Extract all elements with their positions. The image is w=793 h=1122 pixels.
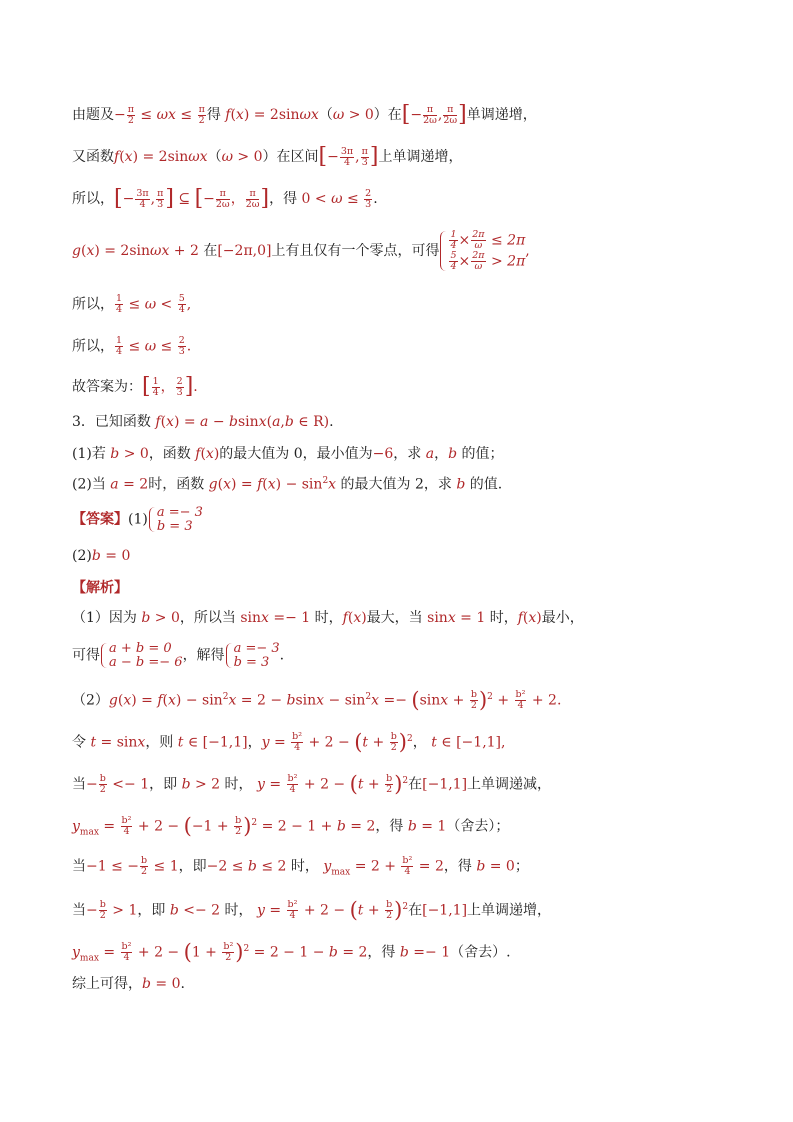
text-line-4: g(x) = 2sinωx + 2 在[−2π,0]上有且仅有一个零点，可得 $\frac{1}{4}$ × $\frac{2\pi}{\omega}$ ≤ 2π $\frac{5}{4}$ × $\frac{2\pi}{\omega}$ > 2π , xyxy=(72,229,530,272)
solution-line-6: $y_{max}$ = $\frac{\text{b²}}{4}$ + 2 − (−1 + $\frac{b}{2}$ )$^2$ = 2 − 1 + b = 2，得 b = 1（舍去）； xyxy=(72,814,510,838)
fraction: $\frac{\pi}{2}$ xyxy=(198,103,205,126)
text: ； xyxy=(514,858,529,875)
text: 所以， xyxy=(72,191,114,207)
question-number: 3． xyxy=(72,414,95,430)
fraction: $\frac{\pi}{2}$ xyxy=(127,103,134,126)
text: 当 xyxy=(72,858,86,875)
text: 又函数 xyxy=(72,149,114,165)
text: ， xyxy=(247,734,262,751)
text: ，得 xyxy=(443,858,472,875)
text: （舍去）. xyxy=(450,944,511,961)
text: ， xyxy=(434,446,449,462)
text: ，即 xyxy=(178,858,207,875)
fraction: $\frac{\pi}{2\omega}$ xyxy=(423,103,437,126)
text: 在 xyxy=(387,107,402,123)
text: 时， xyxy=(314,610,343,626)
solution-line-4: 令 t = sinx，则 t ∈ [−1,1]，y = $\frac{\text{b²}}{4}$ + 2 − (t + $\frac{b}{2}$ )$^2$， t ∈ [−1,1], xyxy=(72,730,506,754)
text: 综上可得， xyxy=(72,976,142,992)
solution-line-3: $(2)g(x) = f(x) - \sin^2x = 2 - bsinx - \sin^2x =- (\sin x$ + $\frac{b}{2}$ )$^2$ + $\frac{\text{b²}}{4}$ + 2. xyxy=(72,688,562,712)
text: 的值. xyxy=(469,476,503,493)
fraction: $\frac{\pi}{2\omega}$ xyxy=(215,187,230,210)
text: . xyxy=(373,191,378,207)
text: ，则 xyxy=(145,734,174,751)
fraction: $\frac{2}{3}$ xyxy=(365,187,372,210)
text: 当 xyxy=(72,902,86,919)
solution-line-5: 当− $\frac{b}{2}$ <− 1，即 b > 2 时， y = $\frac{\text{b²}}{4}$ + 2 − (t + $\frac{b}{2}$ )$^2$在[−1,1]上单调递减， xyxy=(72,772,552,796)
text: 上单调递增， xyxy=(467,902,552,919)
text: (1)若 xyxy=(72,446,106,462)
text: 上有且仅有一个零点，可得 xyxy=(271,242,440,259)
text-line-6: 所以， $\frac{1}{4}$ ≤ ω ≤ $\frac{2}{3}$ . xyxy=(72,335,192,357)
text-line-2: 又函数f(x) = 2sinωx（ω > 0）在区间[− $\frac{3\pi}{4}$ , $\frac{\pi}{3}$ ]上单调递增， xyxy=(72,144,463,169)
text: (2)当 xyxy=(72,476,106,493)
text: ，得 xyxy=(269,191,298,207)
fraction: $\frac{3\pi}{4}$ xyxy=(136,187,149,210)
text: ，函数 xyxy=(148,446,191,462)
text: 时， xyxy=(224,776,253,793)
text: 时，函数 xyxy=(148,476,205,493)
fraction: $\frac{\pi}{2\omega}$ xyxy=(443,103,458,126)
text: 已知函数 xyxy=(94,414,151,430)
text: 由题及 xyxy=(72,107,114,123)
text: ，即 xyxy=(137,902,166,919)
text: . xyxy=(329,414,334,430)
text: 在 xyxy=(203,242,218,259)
text: 时， xyxy=(290,858,319,875)
text: 时， xyxy=(224,902,253,919)
text: （舍去）； xyxy=(446,818,510,835)
text: 故答案为： xyxy=(72,379,142,395)
fraction: $\frac{1}{4}$ xyxy=(152,375,159,398)
fraction: $\frac{\pi}{3}$ xyxy=(157,187,164,210)
equation-system: a =− 3 b = 3 xyxy=(148,506,203,533)
solution-line-9: $y_{max}$ = $\frac{\text{b²}}{4}$ + 2 − (1 + $\frac{\text{b²}}{2}$ )$^2$ = 2 − 1 − b = 2，得 b =− 1（舍去）. xyxy=(72,940,511,964)
text-line-7: 故答案为：[ $\frac{1}{4}$ ， $\frac{2}{3}$ ]. xyxy=(72,374,198,399)
fraction: $\frac{2}{3}$ xyxy=(178,335,185,357)
text: 单调递增， xyxy=(466,107,537,123)
text-line-3: 所以，[− $\frac{3\pi}{4}$ , $\frac{\pi}{3}$ ] ⊆ [− $\frac{\pi}{2\omega}$ ， $\frac{\pi}{2\omega}$ ]，得 0 < ω ≤ $\frac{2}{3}$ . xyxy=(72,186,378,211)
fraction: $\frac{\pi}{2\omega}$ xyxy=(245,187,260,210)
answer-line-1 xyxy=(72,506,203,533)
text: 最小， xyxy=(541,610,584,626)
text: ，求 xyxy=(393,446,422,462)
text: 最大，当 xyxy=(366,610,423,626)
text: 上单调递减， xyxy=(467,776,552,793)
text-line-5: 所以， $\frac{1}{4}$ ≤ ω < $\frac{5}{4}$ , xyxy=(72,293,192,315)
text: . xyxy=(279,647,285,664)
text: 得 xyxy=(206,107,221,123)
equation-system: a + b = 0 a − b =− 6 xyxy=(100,642,183,669)
text: ，即 xyxy=(149,776,178,793)
solution-tag: 【解析】 xyxy=(72,580,128,596)
question-3: 3．已知函数 f(x) = a − bsinx(a,b ∈ R). xyxy=(72,414,334,430)
solution-header xyxy=(72,580,128,597)
text: 上单调递增， xyxy=(378,149,463,165)
text: （1）因为 xyxy=(72,610,137,626)
question-3-part-1: (1)若 b > 0，函数 f(x)的最大值为 0，最小值为−6，求 a，b 的值； xyxy=(72,446,504,462)
text: (1) xyxy=(128,511,148,528)
solution-line-1: （1）因为 b > 0，所以当 sinx =− 1 时，f(x)最大，当 sinx = 1 时，f(x)最小， xyxy=(72,610,584,626)
text: 的最大值为 2，求 xyxy=(340,476,452,493)
text: ，得 xyxy=(375,818,404,835)
fraction: $\frac{5}{4}$ xyxy=(178,293,185,315)
text: 所以， xyxy=(72,338,114,355)
text: 当 xyxy=(72,776,86,793)
text: . xyxy=(180,976,185,992)
text: 所以， xyxy=(72,296,114,313)
text: ， xyxy=(412,734,427,751)
text: 的最大值为 0，最小值为 xyxy=(219,446,373,462)
text: 在 xyxy=(408,776,423,793)
fraction: $\frac{2}{3}$ xyxy=(176,375,183,398)
text: 令 xyxy=(72,734,86,751)
question-3-part-2: (2)当 a = 2时，函数 $g(x) = f(x) - \sin^2x$ 的最大值为 2，求 b 的值. xyxy=(72,476,503,493)
text: 时， xyxy=(489,610,518,626)
solution-line-2 xyxy=(72,642,284,669)
fraction: $\frac{1}{4}$ xyxy=(116,335,123,357)
answer-line-2: (2)b = 0 xyxy=(72,548,131,564)
text: (2) xyxy=(72,548,92,564)
equation-system: $\frac{1}{4}$ × $\frac{2\pi}{\omega}$ ≤ 2π $\frac{5}{4}$ × $\frac{2\pi}{\omega}$ > 2π xyxy=(439,230,525,272)
text: ，得 xyxy=(367,944,396,961)
fraction: $\frac{\pi}{3}$ xyxy=(361,145,368,168)
fraction: $\frac{3\pi}{4}$ xyxy=(340,145,354,168)
answer-tag: 【答案】 xyxy=(72,511,128,528)
solution-line-8: 当− $\frac{b}{2}$ > 1，即 b <− 2 时， y = $\frac{\text{b²}}{4}$ + 2 − (t + $\frac{b}{2}$ )$^2$在[−1,1]上单调递增， xyxy=(72,898,552,922)
text: ，解得 xyxy=(182,647,225,664)
solution-line-10: 综上可得，b = 0. xyxy=(72,976,185,992)
solution-line-7: 当−1 ≤ − $\frac{b}{2}$ ≤ 1，即−2 ≤ b ≤ 2 时， $y_{max} = 2$ + $\frac{\text{b²}}{4}$ = 2，得 b = 0； xyxy=(72,855,529,878)
text: 可得 xyxy=(72,647,100,664)
text: 在区间 xyxy=(276,149,319,165)
equation-system: a =− 3 b = 3 xyxy=(225,642,280,669)
text: 在 xyxy=(408,902,423,919)
text: 的值； xyxy=(461,446,504,462)
fraction: $\frac{1}{4}$ xyxy=(116,293,123,315)
text: ，所以当 xyxy=(179,610,236,626)
text-line-1: 由题及− $\frac{\pi}{2}$ ≤ ωx ≤ $\frac{\pi}{2}$ 得 f(x) = 2sinωx（ω > 0）在[− $\frac{\pi}{2\omega}$ , $\frac{\pi}{2\omega}$ ]单调递增， xyxy=(72,102,537,127)
text: （2） xyxy=(72,692,109,709)
